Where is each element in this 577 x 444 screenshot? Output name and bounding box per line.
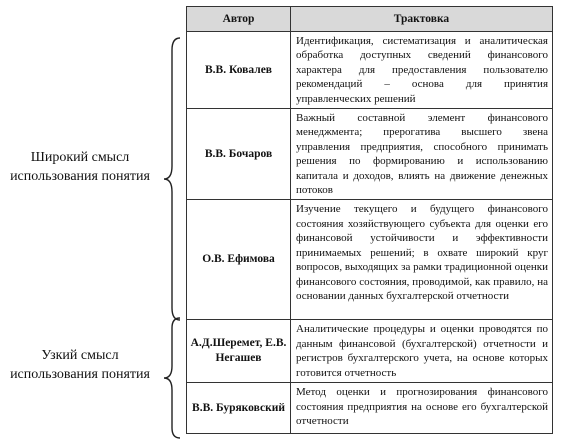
interpretation-cell: Аналитические процедуры и оценки проводятся по данным финансовой (бухгалтерской) отчетности и регистров бухгалтерского учета, на основе которых готовится отчетность xyxy=(291,320,553,383)
author-cell: О.В. Ефимова xyxy=(187,200,291,320)
table-row xyxy=(187,320,553,383)
table-header-row xyxy=(187,7,553,32)
definitions-table xyxy=(186,6,553,434)
author-cell: В.В. Ковалев xyxy=(187,32,291,109)
header-interpretation: Трактовка xyxy=(291,7,553,32)
author-cell: А.Д.Шеремет, Е.В. Негашев xyxy=(187,320,291,383)
author-cell: В.В. Бочаров xyxy=(187,109,291,200)
table-row xyxy=(187,32,553,109)
header-author: Автор xyxy=(187,7,291,32)
group-label-broad: Широкий смысл использования понятия xyxy=(10,150,150,184)
interpretation-cell: Важный составной элемент финансового менеджмента; прерогатива высшего звена управления предприятия, способного принимать решения по формированию и использованию капитала и доходов, влиять на движение денежных потоков xyxy=(291,109,553,200)
group-label-narrow: Узкий смысл использования понятия xyxy=(10,348,150,382)
interpretation-cell: Метод оценки и прогнозирования финансового состояния предприятия на основе его бухгалтерской отчетности xyxy=(291,383,553,434)
interpretation-cell: Идентификация, систематизация и аналитическая обработка доступных сведений финансового характера для предоставления пользователю рекомендаций – основа для принятия управленческих решений xyxy=(291,32,553,109)
table-row xyxy=(187,200,553,320)
table-row xyxy=(187,383,553,434)
brace-narrow xyxy=(158,316,186,440)
interpretation-cell: Изучение текущего и будущего финансового состояния хозяйствующего субъекта для оценки его финансовой устойчивости и эффективности принимаемых решений; в охвате широкий круг вопросов, выходящих за рамки традиционной оценки финансового состояния, проводимой, как правило, на основании данных бухгалтерской отчетности xyxy=(291,200,553,320)
brace-broad xyxy=(158,36,186,322)
author-cell: В.В. Буряковский xyxy=(187,383,291,434)
table-row xyxy=(187,109,553,200)
